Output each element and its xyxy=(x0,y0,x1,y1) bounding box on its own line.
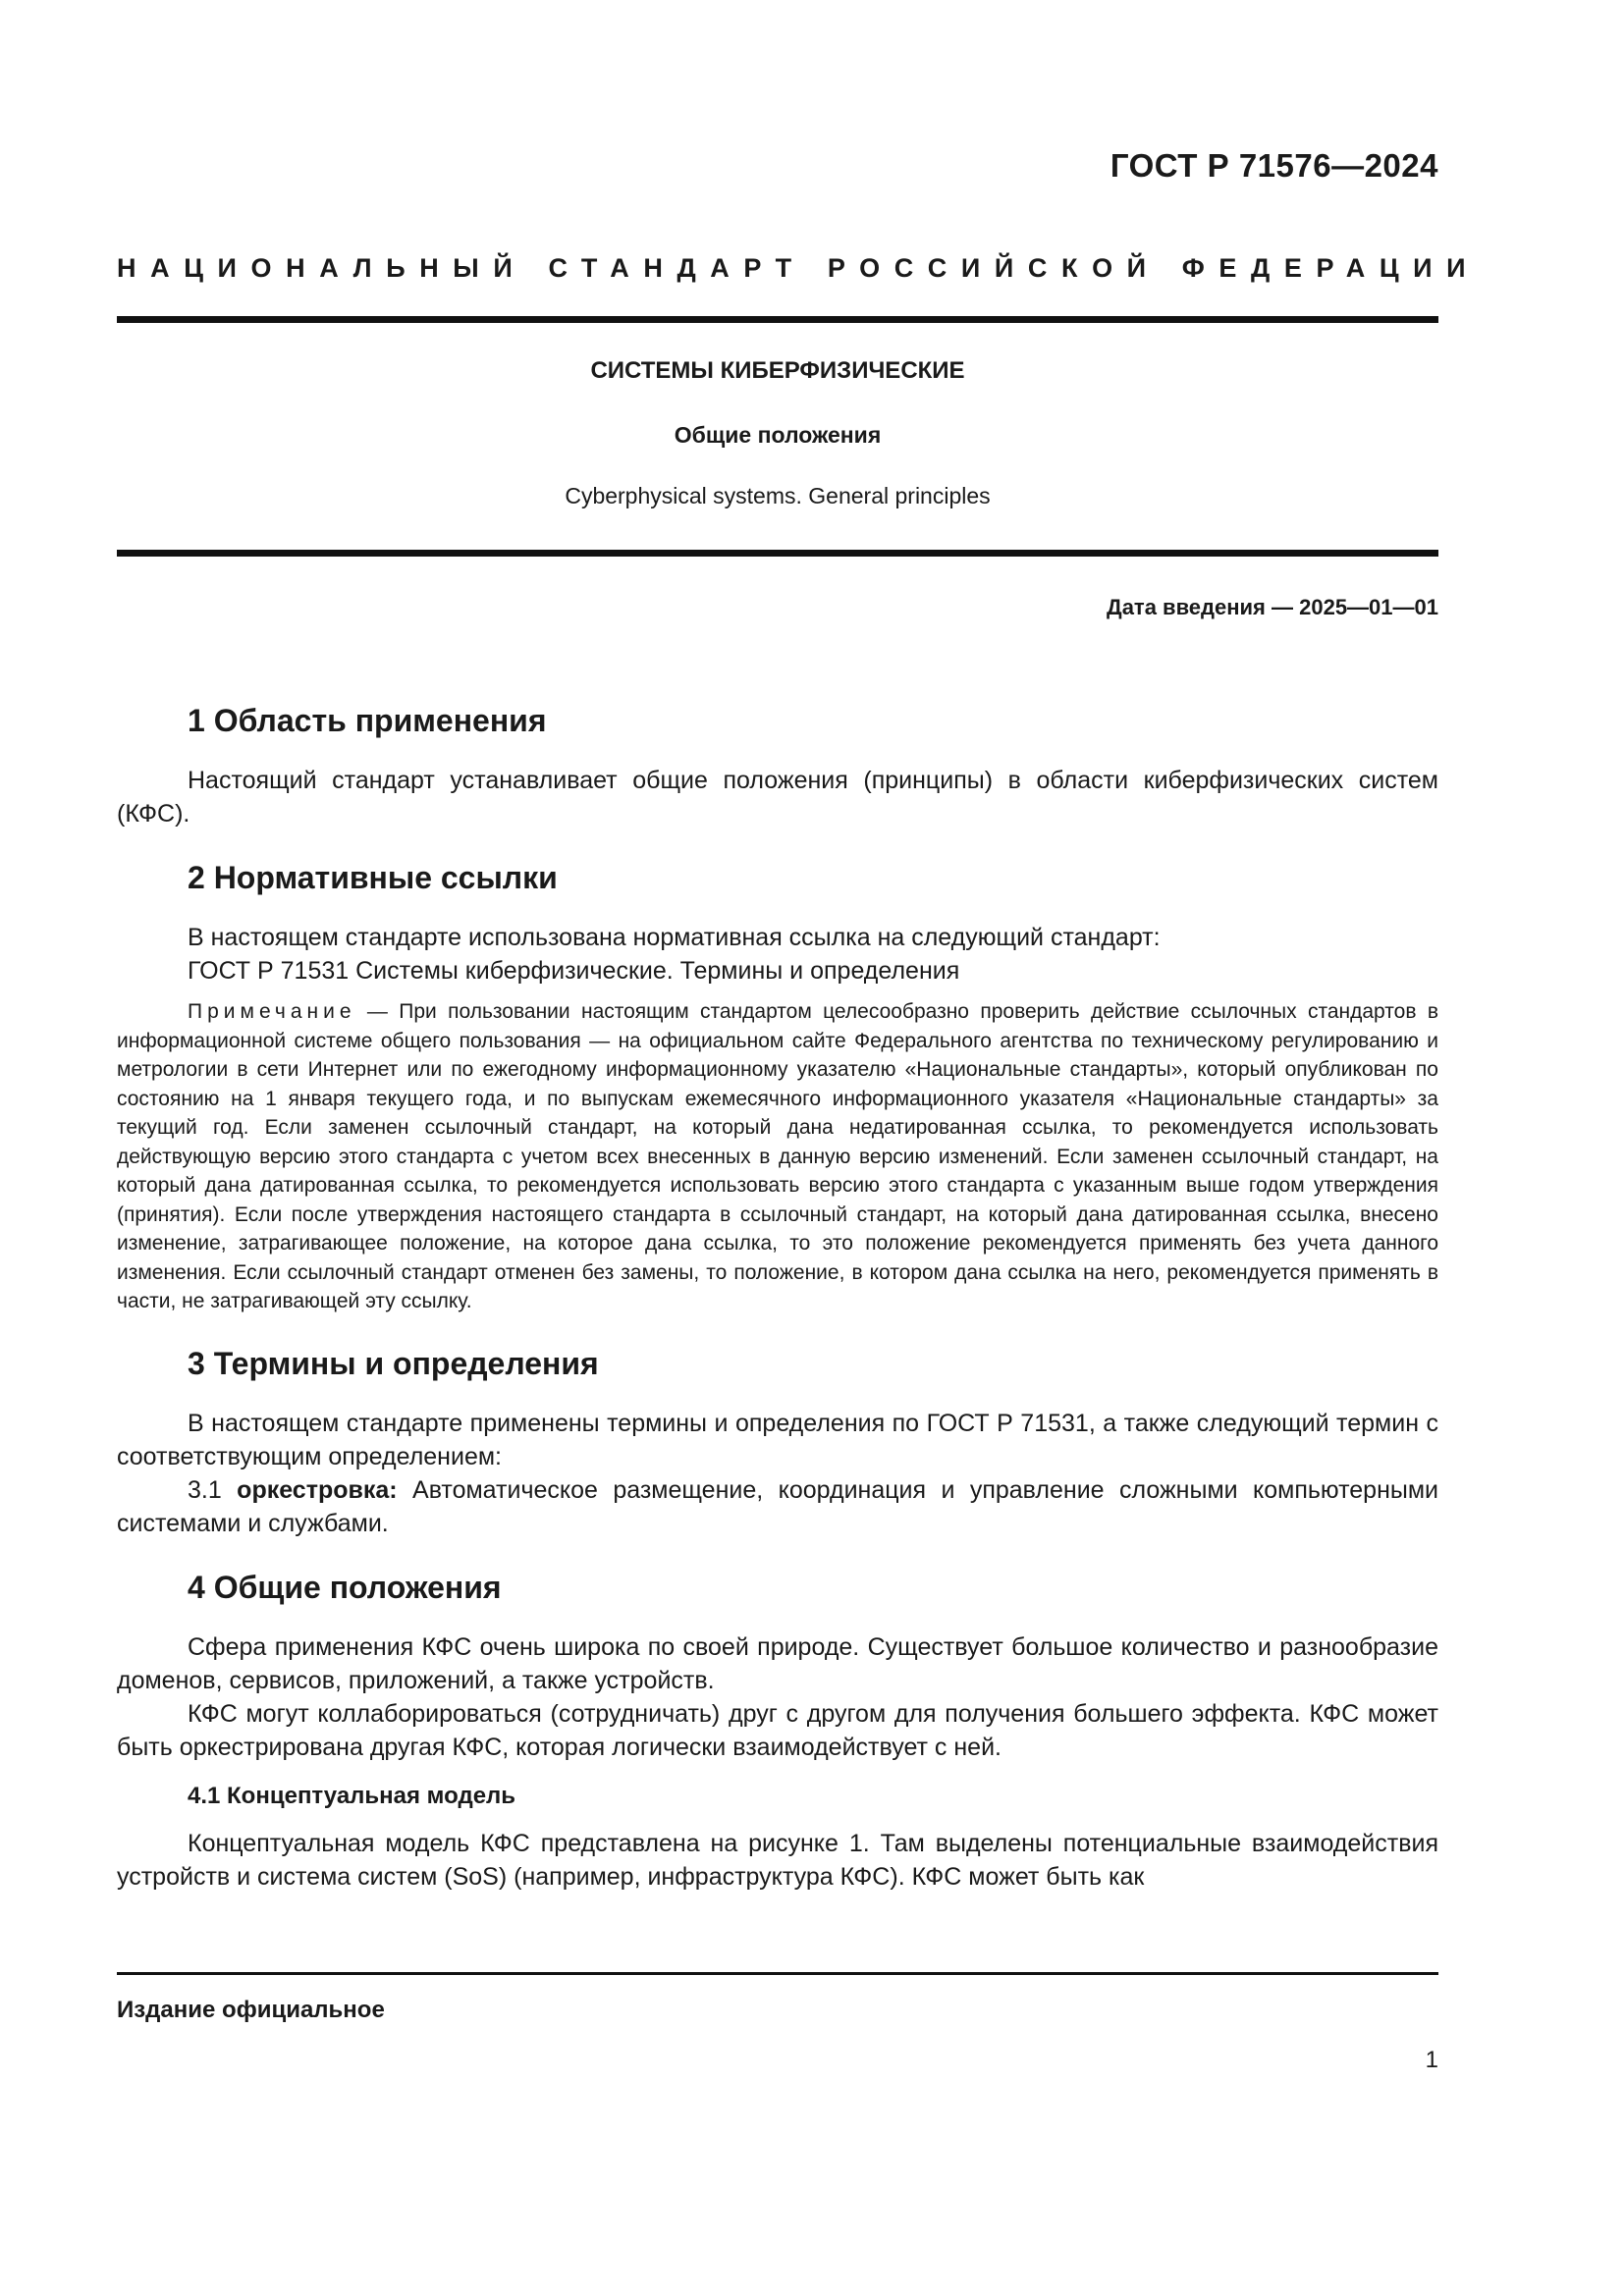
footer-divider xyxy=(117,1972,1438,1975)
term-definition xyxy=(117,1473,1438,1540)
section-normative-references xyxy=(117,856,1438,1316)
paragraph: Настоящий стандарт устанавливает общие положения (принципы) в области киберфизических систем (КФС). xyxy=(117,767,1438,828)
paragraph: Концептуальная модель КФС представлена на рисунке 1. Там выделены потенциальные взаимодействия устройств и система систем (SoS) (например, инфраструктура КФС). КФС может быть как xyxy=(117,1829,1438,1891)
document-page xyxy=(117,0,1481,2296)
paragraph: КФС могут коллаборироваться (сотрудничать) друг с другом для получения большего эффекта. КФС может быть оркестрирована другая КФС, которая логически взаимодействует с ней. xyxy=(117,1699,1438,1761)
note-text: — При пользовании настоящим стандартом целесообразно проверить действие ссылочных стандартов в информационной системе общего пользования — на официальном сайте Федерального агентства по техническому регулированию и метрологии в сети Интернет или по ежегодному информационному указателю «Национальные стандарты», который опубликован по состоянию на 1 января текущего года, и по выпускам ежемесячного информационного указателя «Национальные стандарты» за текущий год. Если заменен ссылочный стандарт, на который дана недатированная ссылка, то рекомендуется использовать действующую версию этого стандарта с учетом всех внесенных в данную версию изменений. Если заменен ссылочный стандарт, на который дана датированная ссылка, то рекомендуется использовать версию этого стандарта с указанным выше годом утверждения (принятия). Если после утверждения настоящего стандарта в ссылочный стандарт, на который дана датированная ссылка, внесено изменение, затрагивающее положение, на которое дана ссылка, то это положение рекомендуется применять без учета данного изменения. Если ссылочный стандарт отменен без замены, то положение, в котором дана ссылка на него, рекомендуется применять в части, не затрагивающей эту ссылку. xyxy=(117,1000,1438,1312)
gost-number: ГОСТ Р 71576—2024 xyxy=(1110,147,1438,184)
section-heading: 4 Общие положения xyxy=(188,1569,502,1605)
introduction-date: Дата введения — 2025—01—01 xyxy=(1107,595,1438,619)
reference-item: ГОСТ Р 71531 Системы киберфизические. Термины и определения xyxy=(188,957,960,985)
paragraph: В настоящем стандарте применены термины и определения по ГОСТ Р 71531, а также следующий термин с соответствующим определением: xyxy=(117,1409,1438,1470)
note-label: Примечание xyxy=(188,1000,356,1023)
document-body xyxy=(117,699,1438,1919)
section-heading: 1 Область применения xyxy=(188,703,547,738)
paragraph: В настоящем стандарте использована нормативная ссылка на следующий стандарт: xyxy=(188,924,1161,951)
term-number: 3.1 xyxy=(188,1475,238,1504)
subsection-heading: 4.1 Концептуальная модель xyxy=(188,1782,516,1809)
section-terms xyxy=(117,1342,1438,1540)
title-divider xyxy=(117,550,1438,557)
term-name: оркестровка: xyxy=(237,1475,398,1504)
page-number: 1 xyxy=(1425,2047,1438,2073)
standard-title: СИСТЕМЫ КИБЕРФИЗИЧЕСКИЕ xyxy=(590,357,965,384)
top-divider xyxy=(117,316,1438,323)
section-scope xyxy=(117,699,1438,830)
section-heading: 3 Термины и определения xyxy=(188,1345,599,1381)
section-general xyxy=(117,1566,1438,1894)
section-heading: 2 Нормативные ссылки xyxy=(188,860,558,895)
term-text: Автоматическое размещение, координация и управление сложными компьютерными системами и службами. xyxy=(117,1475,1438,1537)
standard-english-title: Cyberphysical systems. General principles xyxy=(565,483,991,508)
standard-subtitle: Общие положения xyxy=(674,422,882,448)
note xyxy=(117,997,1438,1316)
national-standard-title: НАЦИОНАЛЬНЫЙ СТАНДАРТ РОССИЙСКОЙ ФЕДЕРАЦИИ xyxy=(117,253,1481,283)
paragraph: Сфера применения КФС очень широка по своей природе. Существует большое количество и разнообразие доменов, сервисов, приложений, а также устройств. xyxy=(117,1632,1438,1694)
edition-label: Издание официальное xyxy=(117,1997,385,2023)
